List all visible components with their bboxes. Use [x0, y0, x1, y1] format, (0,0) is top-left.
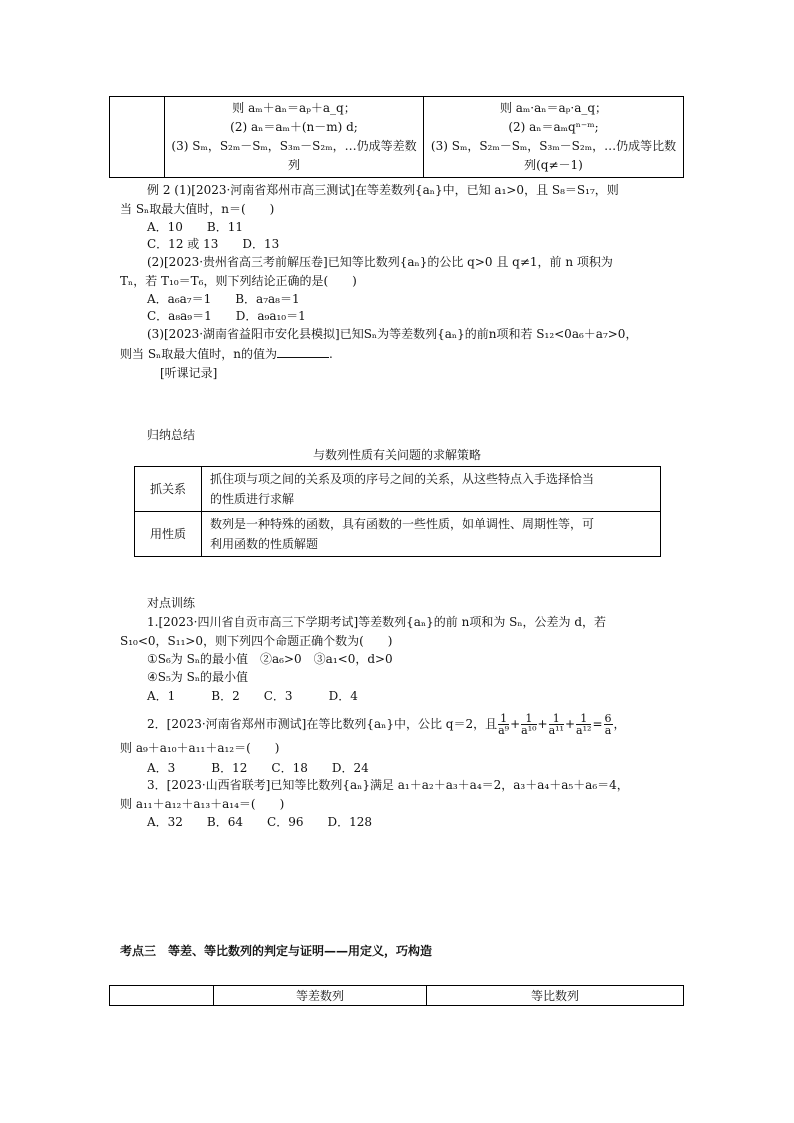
strategy-row	[135, 467, 661, 512]
example2-part2-options1: A．a₆a₇＝1 B．a₇a₈＝1	[147, 292, 300, 306]
example2-part3-end: .	[328, 347, 333, 361]
practice-heading: 对点训练	[147, 596, 196, 610]
arith-prop-line2: (2) aₙ＝aₘ＋(n－m) d;	[230, 120, 358, 134]
example2-part2-options2: C．a₈a₉＝1 D．a₉a₁₀＝1	[147, 309, 306, 323]
strategy-table-title: 与数列性质有关问题的求解策略	[312, 448, 481, 462]
answer-blank	[277, 345, 329, 358]
geom-prop-line3: (3) Sₘ，S₂ₘ－Sₘ，S₃ₘ－S₂ₘ，…仍成等比数	[430, 139, 677, 153]
strategy-row	[135, 512, 661, 557]
practice-q3-options: A．32 B．64 C．96 D．128	[147, 815, 373, 829]
arith-prop-line3: (3) Sₘ，S₂ₘ－Sₘ，S₃ₘ－S₂ₘ，…仍成等差数	[171, 139, 417, 153]
strategy-table	[134, 466, 661, 557]
judgment-table-corner	[110, 986, 214, 1006]
practice-q1-options: A．1 B．2 C．3 D．4	[147, 689, 358, 703]
geometric-properties-cell	[424, 97, 684, 178]
col-header-arithmetic: 等差数列	[214, 986, 427, 1006]
example2-part1-line2: 当 Sₙ取最大值时，n＝( )	[120, 202, 275, 216]
properties-table-continued	[109, 96, 684, 178]
fraction: $\frac{1}{\text{a¹¹}}$	[548, 712, 564, 737]
arith-prop-line4: 列	[287, 158, 300, 172]
practice-q3-line2: 则 a₁₁＋a₁₂＋a₁₃＋a₁₄＝( )	[120, 797, 285, 811]
arithmetic-properties-cell	[165, 97, 424, 178]
strategy-row-text: 数列是一种特殊的函数，具有函数的一些性质，如单调性、周期性等，可 利用函数的性质解题	[202, 512, 661, 557]
strategy-row-label: 用性质	[135, 512, 202, 557]
geom-prop-line2: (2) aₙ＝aₘqⁿ⁻ᵐ;	[508, 120, 599, 134]
example2-part3-line1: (3)[2023·湖南省益阳市安化县模拟]已知Sₙ为等差数列{aₙ}的前n项和若 S₁₂<0a₆＋a₇>0，	[147, 327, 638, 341]
example2-part3-text: 则当 Sₙ取最大值时，n的值为	[120, 347, 277, 361]
section3-title: 考点三 等差、等比数列的判定与证明——用定义，巧构造	[120, 944, 433, 958]
col-header-geometric: 等比数列	[427, 986, 684, 1006]
practice-q1-line1: 1.[2023·四川省自贡市高三下学期考试]等差数列{aₙ}的前 n项和为 Sₙ，公差为 d，若	[147, 615, 607, 629]
strategy-row-text: 抓住项与项之间的关系及项的序号之间的关系，从这些特点入手选择恰当 的性质进行求解	[202, 467, 661, 512]
summary-heading: 归纳总结	[147, 428, 196, 442]
example2-part2-line1: (2)[2023·贵州省高三考前解压卷]已知等比数列{aₙ}的公比 q>0 且 q≠1，前 n 项积为	[147, 255, 613, 269]
example2-part3-line2	[120, 345, 333, 363]
geom-prop-line4: 列(q≠－1)	[524, 158, 583, 172]
practice-q1-line4: ④S₅为 Sₙ的最小值	[147, 670, 249, 684]
properties-table-label-cell	[110, 97, 165, 178]
strategy-row-label: 抓关系	[135, 467, 202, 512]
judgment-table	[109, 985, 684, 1006]
lecture-record-label: [听课记录]	[160, 366, 218, 380]
practice-q2-options: A．3 B．12 C．18 D．24	[147, 761, 369, 775]
practice-q1-line3: ①S₆为 Sₙ的最小值 ②a₆>0 ③a₁<0，d>0	[147, 652, 393, 666]
example2-part2-line2: Tₙ，若 T₁₀＝T₆，则下列结论正确的是( )	[120, 274, 357, 288]
practice-q2-line2: 则 a₉＋a₁₀＋a₁₁＋a₁₂＝( )	[120, 741, 280, 755]
example2-part1-line1: 例 2 (1)[2023·河南省郑州市高三测试]在等差数列{aₙ}中，已知 a₁>0，且 S₈＝S₁₇，则	[147, 183, 619, 197]
practice-q2-line1: 2．[2023·河南省郑州市测试]在等比数列{aₙ}中，公比 q＝2，且 $\frac{1}{\text{a⁹}}$ + $\frac{1}{\text{a¹⁰}}$ + $\frac{1}{\text{a¹¹}}$ + $\frac{1}{\text{a¹²}}$ = $\frac{6}{a}$ ，	[147, 712, 626, 737]
practice-q3-line1: 3．[2023·山西省联考]已知等比数列{aₙ}满足 a₁＋a₂＋a₃＋a₄＝2，a₃＋a₄＋a₅＋a₆＝4，	[147, 778, 629, 792]
example2-part1-options1: A．10 B．11	[147, 220, 244, 234]
arith-prop-line1: 则 aₘ＋aₙ＝aₚ＋a_q；	[232, 101, 356, 115]
geom-prop-line1: 则 aₘ·aₙ＝aₚ·a_q；	[499, 101, 608, 115]
fraction: $\frac{1}{\text{a⁹}}$	[498, 712, 510, 737]
fraction: $\frac{1}{\text{a¹²}}$	[576, 712, 592, 737]
example2-part1-options2: C．12 或 13 D．13	[147, 237, 280, 251]
fraction: $\frac{6}{a}$	[604, 712, 612, 737]
practice-q1-line2: S₁₀<0，S₁₁>0，则下列四个命题正确个数为( )	[120, 634, 393, 648]
fraction: $\frac{1}{\text{a¹⁰}}$	[521, 712, 537, 737]
